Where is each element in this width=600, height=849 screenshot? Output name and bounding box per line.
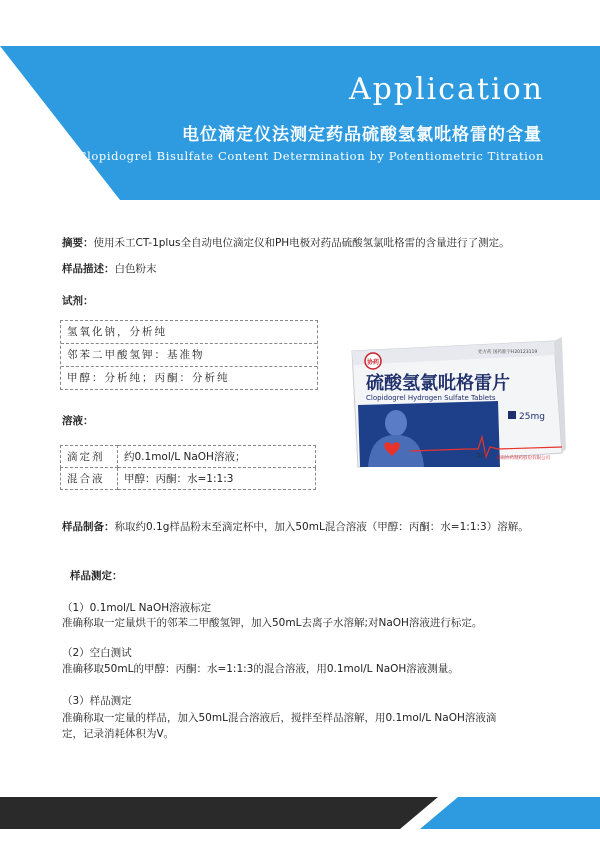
step-text: 准确称取一定量烘干的邻苯二甲酸氢钾，加入50mL去离子水溶解;对NaOH溶液进行标定。 <box>62 617 483 629</box>
table-row <box>61 468 316 490</box>
solutions-table <box>60 445 316 490</box>
abstract-label: 摘要： <box>62 237 94 249</box>
reagent-item: 邻苯二甲酸氢钾：基准物 <box>61 344 317 367</box>
sample-prep-label: 样品制备： <box>62 521 115 533</box>
page-title-cn: 电位滴定仪法测定药品硫酸氢氯吡格雷的含量 <box>182 125 542 145</box>
step-text: 准确称取一定量的样品，加入50mL混合溶液后，搅拌至样品溶解，用0.1mol/L NaOH溶液滴 <box>62 712 497 724</box>
reagent-item: 氢氧化钠，分析纯 <box>61 321 317 344</box>
product-maker: 湖南协药制药股份有限公司 <box>496 456 550 461</box>
product-box-image <box>348 333 566 473</box>
solution-value: 甲醇：丙酮：水=1:1:3 <box>118 468 316 490</box>
step-title: （2）空白测试 <box>62 647 132 659</box>
solution-value: 约0.1mol/L NaOH溶液； <box>118 446 316 468</box>
sample-prep <box>62 520 529 535</box>
product-approval: 处方药 国药准字H20123119 <box>478 350 538 355</box>
step-text: 定，记录消耗体积为V。 <box>62 728 175 740</box>
application-title: Application <box>349 72 544 107</box>
page-subtitle-en: Clopidogrel Bisulfate Content Determination by Potentiometric Titration <box>77 149 544 163</box>
reagents-box <box>60 320 318 390</box>
product-name-en: Clopidogrel Hydrogen Sulfate Tablets <box>366 394 496 402</box>
footer-stripe <box>0 797 600 829</box>
sample-prep-text: 称取约0.1g样品粉末至滴定杯中，加入50mL混合溶液（甲醇：丙酮：水=1:1:3）溶解。 <box>114 521 529 533</box>
sample-description-text: 白色粉末 <box>114 263 157 275</box>
abstract <box>62 236 510 251</box>
sample-description-label: 样品描述： <box>62 263 115 275</box>
step-title: （3）样品测定 <box>62 695 132 707</box>
sample-description <box>62 262 157 277</box>
table-row <box>61 446 316 468</box>
solution-name: 滴定剂 <box>61 446 118 468</box>
abstract-text: 使用禾工CT-1plus全自动电位滴定仪和PH电极对药品硫酸氢氯吡格雷的含量进行了测定。 <box>93 237 510 249</box>
reagents-label: 试剂： <box>62 295 94 307</box>
measurement-label: 样品测定： <box>70 570 123 582</box>
step-title: （1）0.1mol/L NaOH溶液标定 <box>62 602 212 614</box>
solutions-label: 溶液： <box>62 415 94 427</box>
reagent-item: 甲醇：分析纯；丙酮：分析纯 <box>67 372 230 384</box>
solution-name: 混合液 <box>61 468 118 490</box>
product-dose: 25mg <box>519 412 545 422</box>
step-text: 准确移取50mL的甲醇：丙酮：水=1:1:3的混合溶液，用0.1mol/L NaOH溶液测量。 <box>62 663 459 675</box>
product-name-cn: 硫酸氢氯吡格雷片 <box>366 373 510 394</box>
brand-logo-text: 协药 <box>366 359 380 366</box>
product-count: 20片 <box>476 453 488 459</box>
